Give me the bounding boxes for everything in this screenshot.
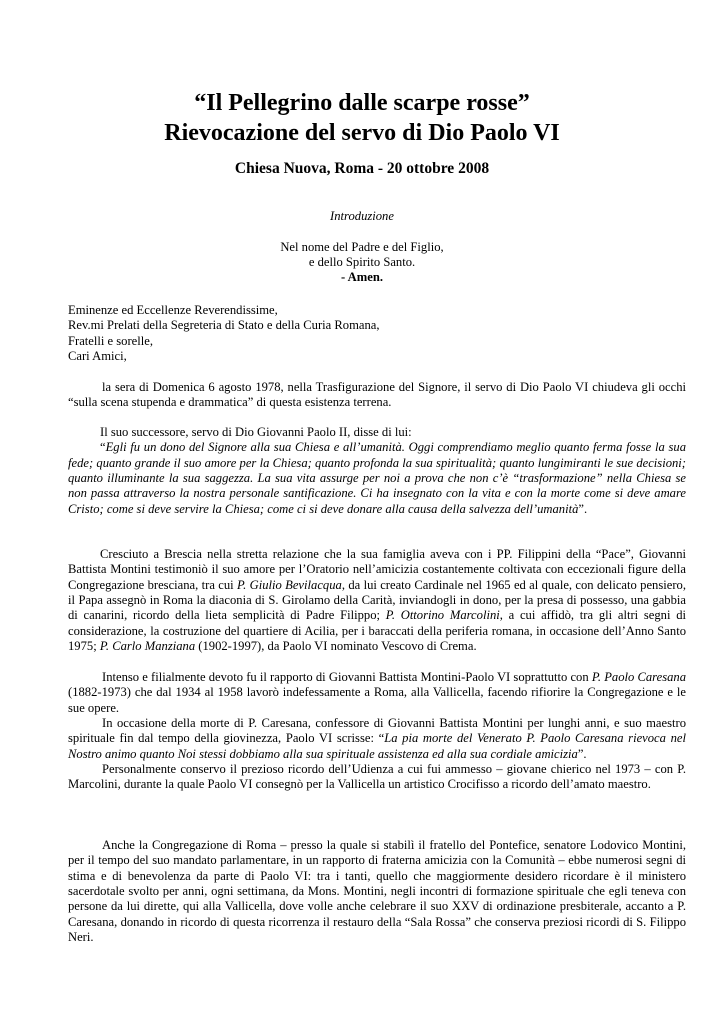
- document-title: [0, 88, 724, 148]
- document-subtitle: Chiesa Nuova, Roma - 20 ottobre 2008: [234, 160, 490, 177]
- paragraph-3: [68, 547, 686, 654]
- paragraph-6: Personalmente conservo il prezioso ricordo dell’Udienza a cui fui ammesso – giovane chierico nel 1973 – con P. Marcolini, durante la quale Paolo VI consegnò per la Vallicella un artistico Crocifisso a ricordo dell’amato maestro.: [68, 762, 686, 792]
- text-run: Cresciuto a Brescia nella stretta relazione che la sua famiglia aveva con i PP. Filippini della “Pace”, Giovanni Battista Montini testimoniò il suo amore per l’Oratorio nell’amicizia costantemente coltivata con eccezionali figure della Congregazione bresciana, tra cui: [68, 547, 686, 592]
- person-name: P. Ottorino Marcolini: [385, 608, 500, 623]
- person-name: P. Paolo Caresana: [591, 670, 686, 684]
- paragraph-1: la sera di Domenica 6 agosto 1978, nella Trasfigurazione del Signore, il servo di Dio Paolo VI chiudeva gli occhi “sulla scena stupenda e drammatica” di questa esistenza terrena.: [68, 380, 686, 410]
- person-name: P. Giulio Bevilacqua: [237, 577, 342, 592]
- paragraph-7: Anche la Congregazione di Roma – presso la quale si stabilì il fratello del Pontefice, senatore Lodovico Montini, per il tempo del suo mandato parlamentare, in un rapporto di fraterna amicizia con la Comunità – ebbe numerosi segni di stima e di benevolenza da parte di Paolo VI: tra i tanti, quello che maggiormente desidero ricordare è il ministero sacerdotale svolto per anni, ogni settimana, da Mons. Montini, negli incontri di formazione spirituale che egli teneva con persone da lui dirette, qui alla Vallicella, dove volle anche celebrare il suo XXV di ordinazione presbiterale, accanto a P. Caresana, donando in ricordo di questa ricorrenza il restauro della “Sala Rossa” che conserva preziosi ricordi di S. Filippo Neri.: [68, 838, 686, 945]
- text-run: , da lui creato Cardinale nel 1965 ed al quale, con delicato pensiero, il Papa assegnò in Roma la diaconia di S. Girolamo della Carità, inviandogli in dono, per la presa di possesso, una gabbia di canarini, ricordo della lieta semplicità di Padre Filippo;: [68, 577, 686, 623]
- paragraph-2-quote: [68, 440, 686, 517]
- invocation-line-2: e dello Spirito Santo.: [308, 255, 416, 269]
- salutation-block: [68, 303, 686, 364]
- quote-text: La pia morte del Venerato P. Paolo Caresana rievoca nel Nostro animo quanto Noi stessi dobbiamo alla sua spirituale assistenza ed alla sua cordiale amicizia: [68, 731, 686, 761]
- invocation: [0, 240, 724, 285]
- text-run: (1882-1973) che dal 1934 al 1958 lavorò indefessamente a Roma, alla Vallicella, facendo rifiorire la Congregazione e le sue opere.: [68, 685, 686, 715]
- title-line-2: Rievocazione del servo di Dio Paolo VI: [164, 120, 560, 146]
- quote-text: Egli fu un dono del Signore alla sua Chiesa e all’umanità. Oggi comprendiamo meglio quanto ferma fosse la sua fede; quanto grande il suo amore per la Chiesa; quanto profonda la sua spiritualità; quanto lungimiranti le sue decisioni; quanto illuminante la sua saggezza. La sua vita assurge per noi a prova che non c’è “trasformazione” nella Chiesa se non passa attraverso la nostra personale santificazione. Ci ha insegnato con la vita e con la morte come si deve amare Cristo; come si deve servire la Chiesa; come ci si deve donare alla causa della salvezza dell’umanità: [68, 440, 686, 516]
- person-name: P. Carlo Manziana: [99, 639, 196, 654]
- close-quote: ”.: [578, 501, 588, 516]
- salutation-line: Fratelli e sorelle,: [68, 333, 153, 348]
- paragraph-2: [68, 425, 686, 517]
- paragraph-group: [68, 670, 686, 793]
- open-quote: “: [100, 440, 106, 455]
- text-run: In occasione della morte di P. Caresana, confessore di Giovanni Battista Montini per lunghi anni, e suo maestro spirituale fin dal tempo della giovinezza, Paolo VI scrisse: “: [68, 716, 686, 746]
- paragraph-4: [68, 670, 686, 716]
- salutation-line: Cari Amici,: [68, 349, 127, 364]
- title-line-1: “Il Pellegrino dalle scarpe rosse”: [194, 90, 530, 116]
- intro-heading: Introduzione: [330, 209, 394, 223]
- invocation-line-1: Nel nome del Padre e del Figlio,: [280, 240, 444, 254]
- text-run: (1902-1997), da Paolo VI nominato Vescovo di Crema.: [195, 639, 477, 654]
- text-run: Intenso e filialmente devoto fu il rapporto di Giovanni Battista Montini-Paolo VI soprattutto con: [102, 670, 592, 684]
- text-run: , a cui affidò, tra gli altri segni di considerazione, la costruzione del quartiere di Acilia, per i baraccati della periferia romana, in occasione dell’Anno Santo 1975;: [68, 608, 686, 654]
- paragraph-5: [68, 716, 686, 762]
- paragraph-2-intro: Il suo successore, servo di Dio Giovanni Paolo II, disse di lui:: [100, 425, 412, 439]
- text-run: ”.: [577, 746, 587, 761]
- salutation-line: Rev.mi Prelati della Segreteria di Stato e della Curia Romana,: [68, 318, 380, 333]
- salutation-line: Eminenze ed Eccellenze Reverendissime,: [68, 303, 278, 317]
- invocation-amen: - Amen.: [341, 270, 383, 284]
